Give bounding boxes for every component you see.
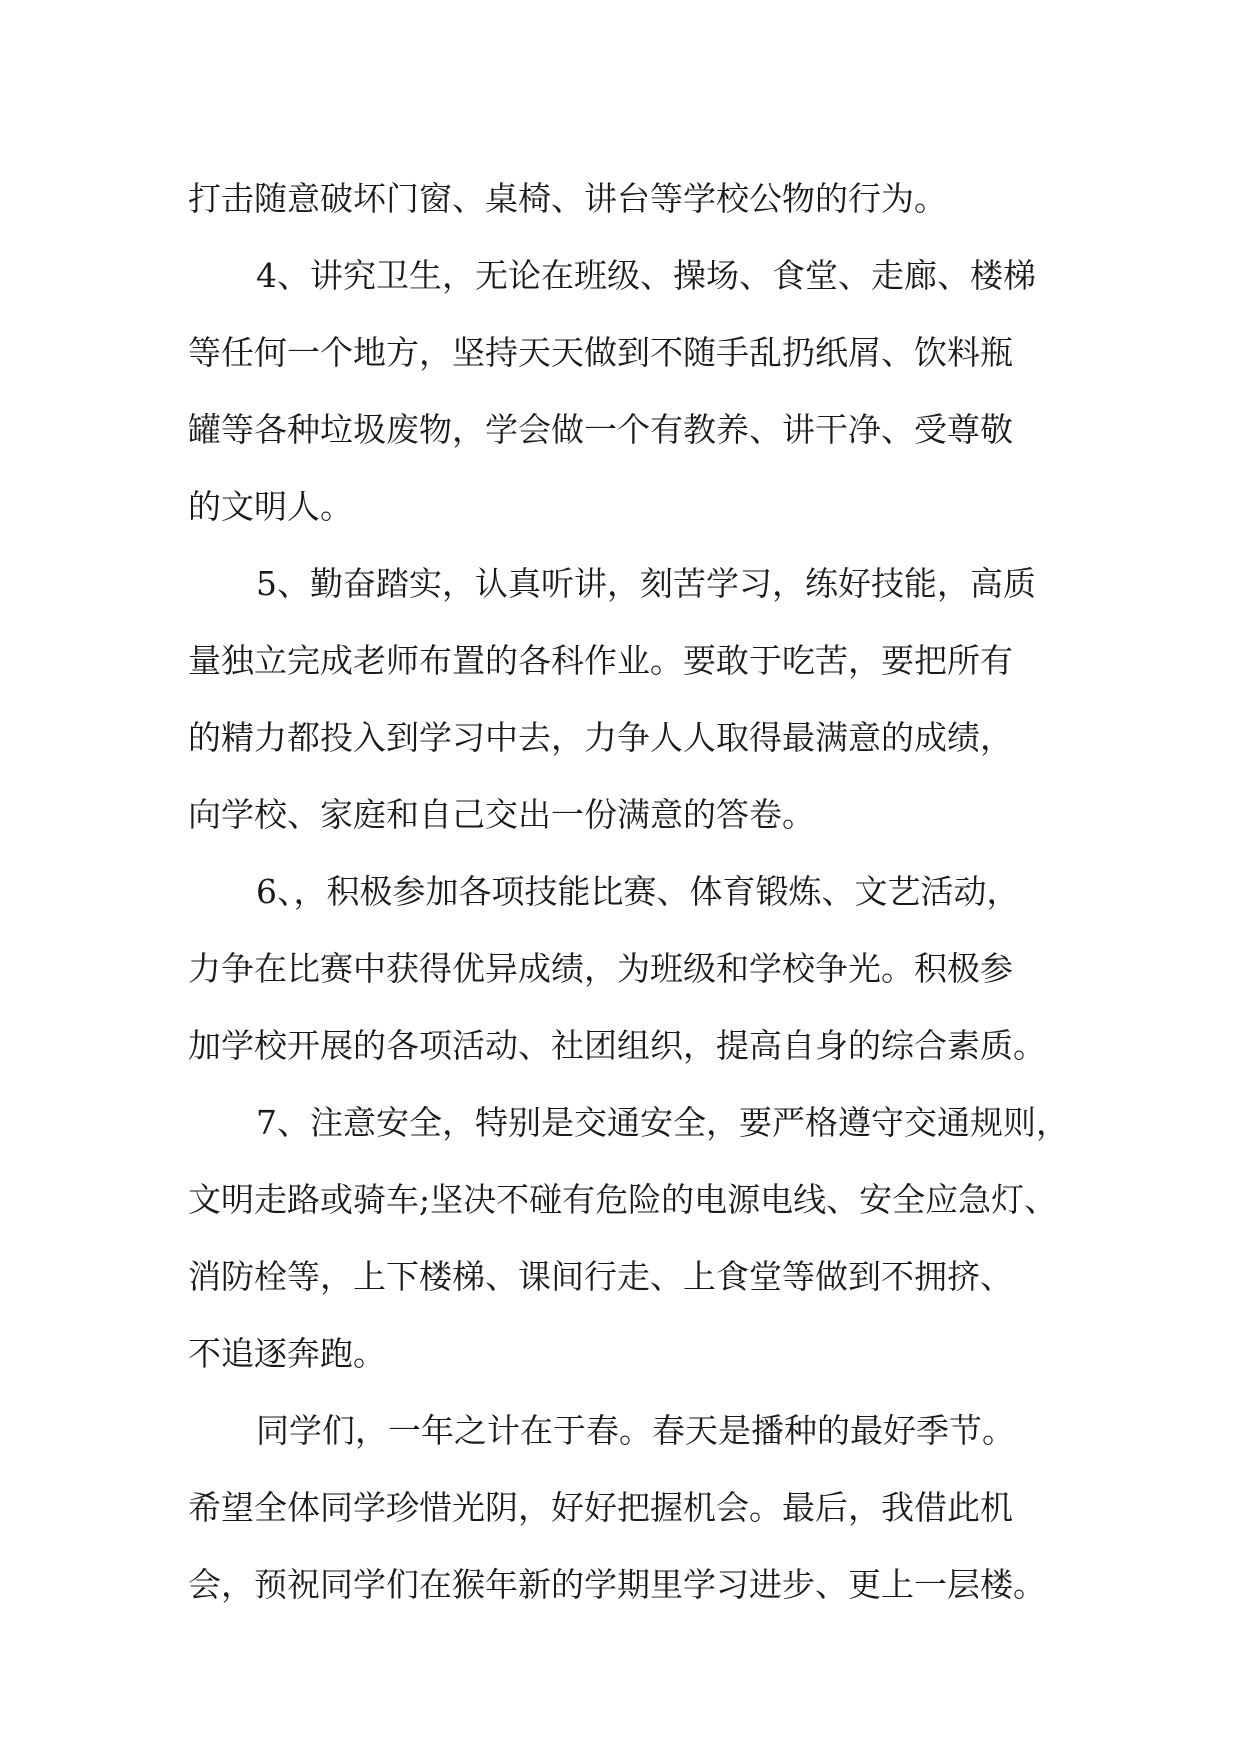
paragraph-line: 文明走路或骑车;坚决不碰有危险的电源电线、安全应急灯、 bbox=[188, 1180, 1058, 1219]
paragraph-line: 希望全体同学珍惜光阴，好好把握机会。最后，我借此机 bbox=[188, 1488, 1013, 1527]
paragraph-line: 量独立完成老师布置的各科作业。要敢于吃苦，要把所有 bbox=[188, 641, 1013, 680]
paragraph-line: 的精力都投入到学习中去，力争人人取得最满意的成绩， bbox=[188, 718, 1013, 757]
paragraph-line: 打击随意破坏门窗、桌椅、讲台等学校公物的行为。 bbox=[188, 179, 947, 218]
paragraph-line: 6、，积极参加各项技能比赛、体育锻炼、文艺活动， bbox=[256, 872, 1020, 911]
paragraph-line: 罐等各种垃圾废物，学会做一个有教养、讲干净、受尊敬 bbox=[188, 410, 1013, 449]
paragraph-line: 力争在比赛中获得优异成绩，为班级和学校争光。积极参 bbox=[188, 949, 1013, 988]
paragraph-line: 同学们，一年之计在于春。春天是播种的最好季节。 bbox=[256, 1411, 1015, 1450]
paragraph-line: 等任何一个地方，坚持天天做到不随手乱扔纸屑、饮料瓶 bbox=[188, 333, 1013, 372]
paragraph-line: 的文明人。 bbox=[188, 487, 353, 526]
paragraph-line: 消防栓等，上下楼梯、课间行走、上食堂等做到不拥挤、 bbox=[188, 1257, 1013, 1296]
paragraph-line: 7、注意安全，特别是交通安全，要严格遵守交通规则， bbox=[256, 1103, 1069, 1142]
document-body bbox=[188, 160, 1068, 1623]
paragraph-line: 向学校、家庭和自己交出一份满意的答卷。 bbox=[188, 795, 815, 834]
paragraph-line: 加学校开展的各项活动、社团组织，提高自身的综合素质。 bbox=[188, 1026, 1046, 1065]
paragraph-line: 5、勤奋踏实，认真听讲，刻苦学习，练好技能，高质 bbox=[256, 564, 1036, 603]
paragraph-line: 不追逐奔跑。 bbox=[188, 1334, 386, 1373]
paragraph-line: 会，预祝同学们在猴年新的学期里学习进步、更上一层楼。 bbox=[188, 1565, 1046, 1604]
paragraph-line: 4、讲究卫生，无论在班级、操场、食堂、走廊、楼梯 bbox=[256, 256, 1036, 295]
